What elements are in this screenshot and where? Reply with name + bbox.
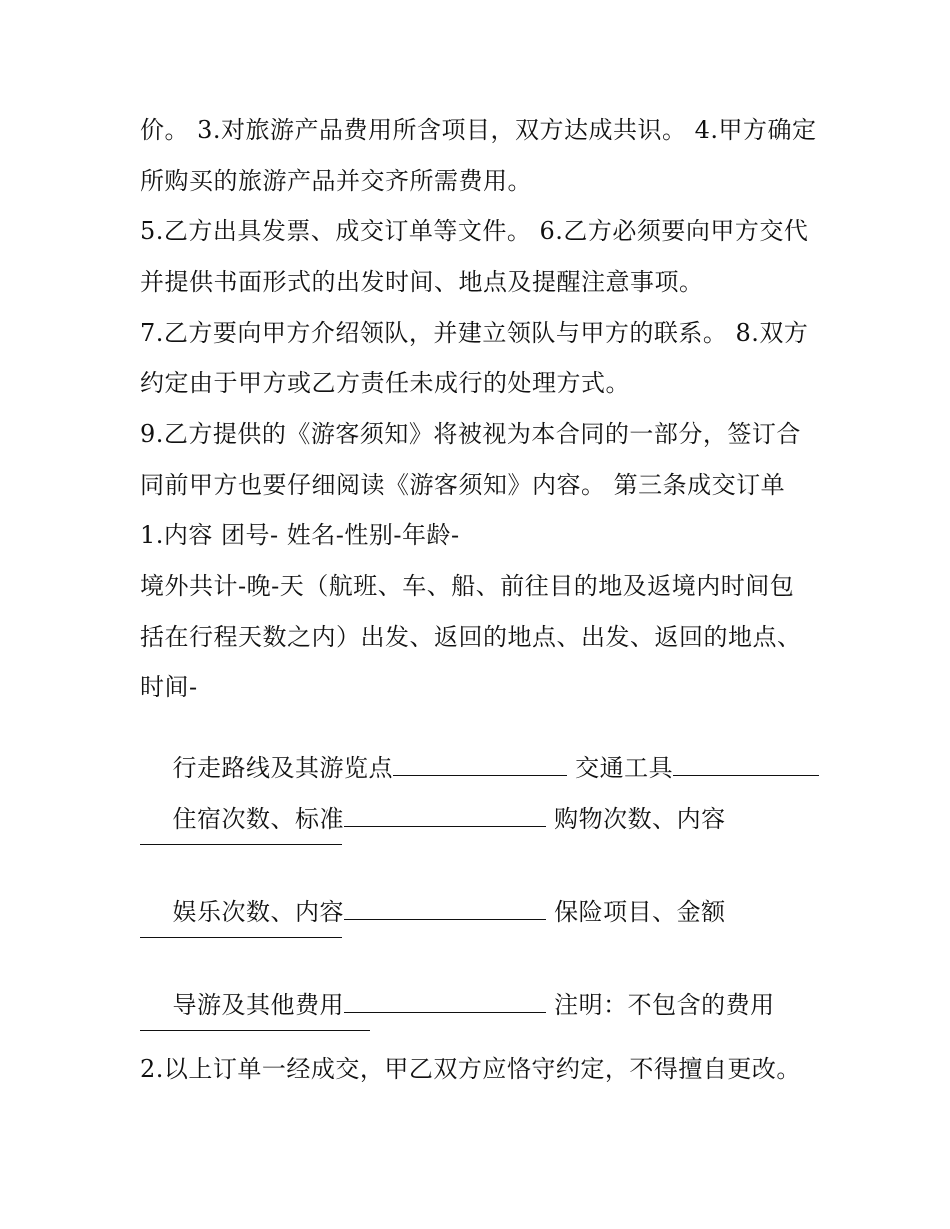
text-line: 括在行程天数之内）出发、返回的地点、出发、返回的地点、: [140, 623, 802, 651]
text-line: 价。 3.对旅游产品费用所含项目，双方达成共识。 4.甲方确定: [140, 116, 817, 144]
entertainment-blank[interactable]: [344, 897, 546, 920]
insurance-blank[interactable]: [140, 937, 342, 938]
form-row-lodging: [140, 774, 726, 864]
text-line: 5.乙方出具发票、成交订单等文件。 6.乙方必须要向甲方交代: [140, 217, 809, 245]
form-row-entertainment: [140, 867, 726, 957]
shopping-label: 购物次数、内容: [554, 805, 726, 833]
text-line: 同前甲方也要仔细阅读《游客须知》内容。 第三条成交订单: [140, 471, 786, 499]
transport-label: 交通工具: [575, 754, 674, 782]
text-line: 境外共计-晚-天（航班、车、船、前往目的地及返境内时间包: [140, 572, 795, 600]
text-line: 7.乙方要向甲方介绍领队，并建立领队与甲方的联系。 8.双方: [140, 319, 809, 347]
lodging-blank[interactable]: [344, 804, 546, 827]
text-line: 所购买的旅游产品并交齐所需费用。: [140, 167, 532, 195]
form-row-guide: [140, 960, 775, 1050]
note-label: 注明：不包含的费用: [554, 991, 775, 1019]
text-line: 约定由于甲方或乙方责任未成行的处理方式。: [140, 369, 630, 397]
guide-label: 导游及其他费用: [172, 991, 345, 1019]
route-blank[interactable]: [393, 753, 567, 776]
lodging-label: 住宿次数、标准: [172, 805, 345, 833]
route-label: 行走路线及其游览点: [172, 754, 394, 782]
note-blank[interactable]: [140, 1030, 370, 1031]
text-line-final: 2.以上订单一经成交，甲乙双方应恪守约定，不得擅自更改。: [140, 1055, 801, 1083]
text-line: 9.乙方提供的《游客须知》将被视为本合同的一部分，签订合: [140, 420, 801, 448]
text-line: 时间-: [140, 673, 198, 701]
text-line: 1.内容 团号- 姓名-性别-年龄-: [140, 521, 460, 549]
shopping-blank[interactable]: [140, 844, 342, 845]
insurance-label: 保险项目、金额: [554, 898, 726, 926]
entertainment-label: 娱乐次数、内容: [172, 898, 345, 926]
text-line: 并提供书面形式的出发时间、地点及提醒注意事项。: [140, 268, 704, 296]
transport-blank[interactable]: [673, 753, 819, 776]
guide-blank[interactable]: [344, 990, 546, 1013]
